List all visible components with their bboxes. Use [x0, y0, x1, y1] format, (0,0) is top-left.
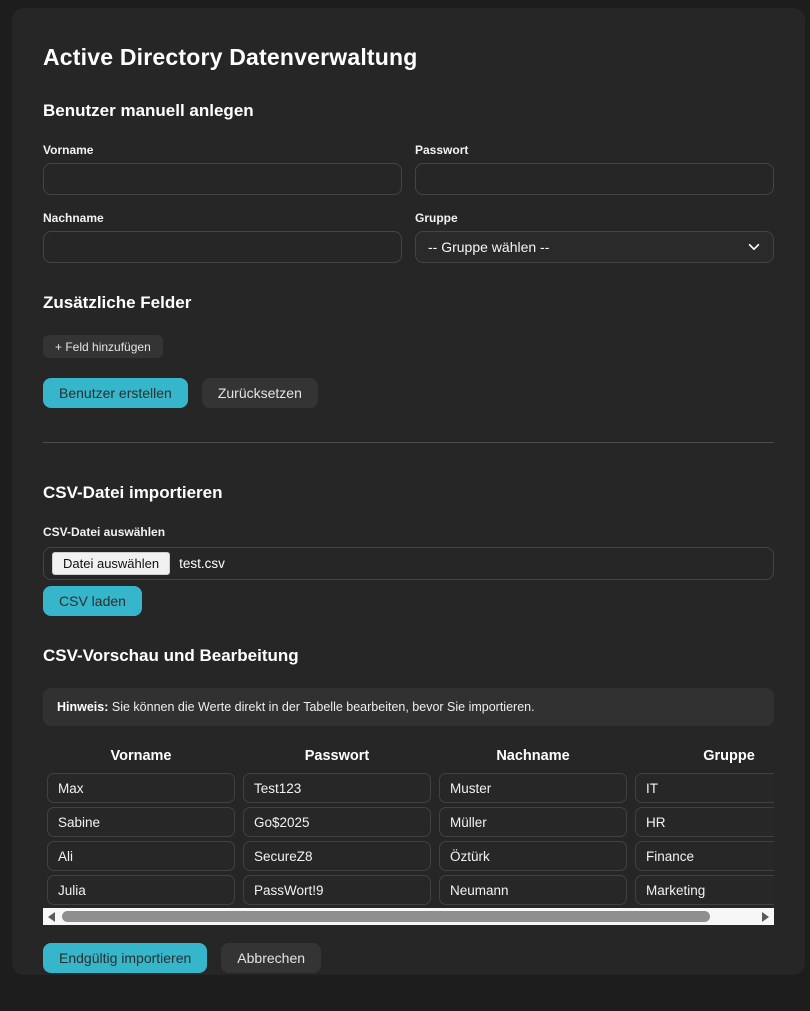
gruppe-select[interactable]	[415, 231, 774, 263]
chevron-down-icon	[747, 240, 761, 254]
nachname-label: Nachname	[43, 211, 104, 225]
gruppe-select-value: -- Gruppe wählen --	[428, 239, 550, 255]
csv-file-input[interactable]	[43, 547, 774, 580]
table-cell-input[interactable]	[439, 841, 627, 871]
table-cell-input[interactable]	[243, 841, 431, 871]
table-cell-input[interactable]	[47, 875, 235, 905]
hint-label: Hinweis:	[57, 700, 109, 714]
table-row	[43, 771, 774, 805]
hint-text: Sie können die Werte direkt in der Tabelle bearbeiten, bevor Sie importieren.	[108, 700, 535, 714]
gruppe-field-group	[415, 211, 774, 263]
section-divider	[43, 442, 774, 443]
scrollbar-track[interactable]	[60, 908, 757, 925]
hint-box	[43, 688, 774, 726]
manual-create-form	[43, 143, 774, 263]
selected-file-name: test.csv	[179, 556, 225, 571]
table-cell-input[interactable]	[243, 807, 431, 837]
table-cell-input[interactable]	[635, 807, 774, 837]
choose-file-button[interactable]: Datei auswählen	[52, 552, 170, 575]
table-cell-input[interactable]	[243, 773, 431, 803]
manual-create-heading: Benutzer manuell anlegen	[43, 101, 254, 120]
column-header: Gruppe	[703, 748, 755, 764]
table-header-row	[43, 746, 774, 771]
table-row	[43, 805, 774, 839]
import-actions	[43, 943, 774, 973]
csv-import-heading: CSV-Datei importieren	[43, 483, 223, 502]
csv-file-label: CSV-Datei auswählen	[43, 525, 166, 539]
column-header: Passwort	[304, 748, 370, 764]
main-card	[12, 8, 805, 975]
horizontal-scrollbar[interactable]	[43, 908, 774, 925]
create-user-button[interactable]: Benutzer erstellen	[43, 378, 188, 408]
final-import-button[interactable]: Endgültig importieren	[43, 943, 207, 973]
extra-fields-heading: Zusätzliche Felder	[43, 293, 192, 312]
manual-actions	[43, 378, 774, 408]
table-cell-input[interactable]	[635, 875, 774, 905]
nachname-field-group	[43, 211, 402, 263]
column-header: Vorname	[110, 748, 172, 764]
table-cell-input[interactable]	[47, 773, 235, 803]
table-cell-input[interactable]	[439, 807, 627, 837]
scrollbar-thumb[interactable]	[62, 911, 710, 922]
reset-button[interactable]: Zurücksetzen	[202, 378, 318, 408]
passwort-field-group	[415, 143, 774, 195]
load-csv-button[interactable]: CSV laden	[43, 586, 142, 616]
table-cell-input[interactable]	[439, 773, 627, 803]
passwort-input[interactable]	[415, 163, 774, 195]
add-field-button[interactable]: + Feld hinzufügen	[43, 335, 163, 358]
cancel-button[interactable]: Abbrechen	[221, 943, 321, 973]
table-row	[43, 873, 774, 907]
table-cell-input[interactable]	[47, 807, 235, 837]
table-cell-input[interactable]	[243, 875, 431, 905]
vorname-label: Vorname	[43, 143, 94, 157]
table-cell-input[interactable]	[439, 875, 627, 905]
passwort-label: Passwort	[415, 143, 469, 157]
scrollbar-right-button[interactable]	[757, 908, 774, 925]
csv-preview-heading: CSV-Vorschau und Bearbeitung	[43, 646, 299, 665]
vorname-input[interactable]	[43, 163, 402, 195]
table-cell-input[interactable]	[635, 773, 774, 803]
table-body	[43, 771, 774, 907]
table-row	[43, 839, 774, 873]
vorname-field-group	[43, 143, 402, 195]
triangle-right-icon	[762, 912, 769, 922]
column-header: Nachname	[496, 748, 570, 764]
table-cell-input[interactable]	[47, 841, 235, 871]
nachname-input[interactable]	[43, 231, 402, 263]
page-title: Active Directory Datenverwaltung	[43, 44, 418, 70]
csv-preview-table	[43, 746, 774, 907]
gruppe-label: Gruppe	[415, 211, 458, 225]
triangle-left-icon	[48, 912, 55, 922]
table-cell-input[interactable]	[635, 841, 774, 871]
scrollbar-left-button[interactable]	[43, 908, 60, 925]
